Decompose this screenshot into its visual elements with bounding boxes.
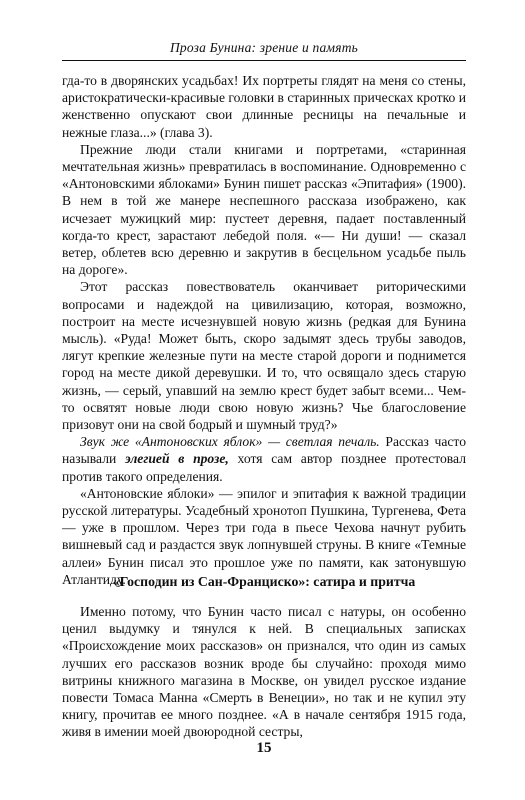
paragraph-4-intro: Звук же «Антоновских яблок» — светлая печаль. [80, 434, 380, 450]
header-rule [62, 60, 466, 61]
paragraph-5: «Антоновские яблоки» — эпилог и эпитафия к важной традиции русской литературы. Усадебный хронотоп Пушкина, Тургенева, Фета — уже в прошлом. Через три года в пьесе Чехова начнут рубить вишневый сад и раздастся звук лопнувшей струны. В книге «Темные аллеи» Бунин писал это прошлое уже по памяти, как затонувшую Атлантиду. [62, 485, 466, 587]
paragraph-4-mid: Рассказ часто называли [62, 434, 466, 467]
section-title: «Господин из Сан-Франциско»: сатира и притча [112, 574, 416, 589]
paragraph-3: Этот рассказ повествователь оканчивает риторическими вопросами и надеждой на цивилизацию, которая, возможно, построит на месте исчезнувшей новую жизнь (редкая для Бунина мысль). «Руда! Может быть, скоро задымят здесь трубы заводов, лягут крепкие железные пути на месте старой дороги и поднимется город на месте дикой деревушки. И то, что освящало здесь старую жизнь, — серый, упавший на землю крест будет забыт всеми... Чем-то освятят новые люди свою новую жизнь? Чье благословение призовут они на свой бодрый и шумный труд?» [62, 279, 466, 433]
paragraph-4-emphasis: элегией в прозе, [125, 451, 229, 467]
section-paragraph-1: Именно потому, что Бунин часто писал с натуры, он особенно ценил выдумку и тянулся к ней. В специальных записках «Происхождение моих рассказов» он признался, что один из самых лучших его рассказов возник вроде бы случайно: проходя мимо витрины книжного магазина в Москве, он увидел русское издание повести Томаса Манна «Смерть в Венеции», но так и не купил эту книгу, прочитав ее много позднее. «А в начале сентября 1915 года, живя в имении моей двоюродной сестры, [62, 604, 466, 740]
paragraph-4 [62, 433, 466, 485]
paragraph-2: Прежние люди стали книгами и портретами, «старинная мечтательная жизнь» превратилась в воспоминание. Одновременно с «Антоновскими яблоками» Бунин пишет рассказ «Эпитафия» (1900). В нем в той же манере неспешного рассказа изображено, как исчезает мужицкий мир: пустеет деревня, падает поставленный когда-то крест, зарастают лебедой поля. «— Ни души! — сказал ветер, облетев всю деревню и закрутив в бесцельном усадьбе пыль на дороге». [62, 141, 466, 278]
paragraph-1: гда-то в дворянских усадьбах! Их портреты глядят на меня со стены, аристократически-красивые головки в старинных прическах кротко и женственно опускают свои длинные ресницы на печальные и нежные глаза...» (глава 3). [62, 73, 467, 140]
page-number: 15 [256, 740, 272, 756]
body-text [62, 72, 466, 588]
section-text [62, 603, 466, 741]
running-header: Проза Бунина: зрение и память [169, 40, 359, 55]
paragraph-4-rest: хотя сам автор позднее протестовал против такого определения. [62, 451, 466, 484]
